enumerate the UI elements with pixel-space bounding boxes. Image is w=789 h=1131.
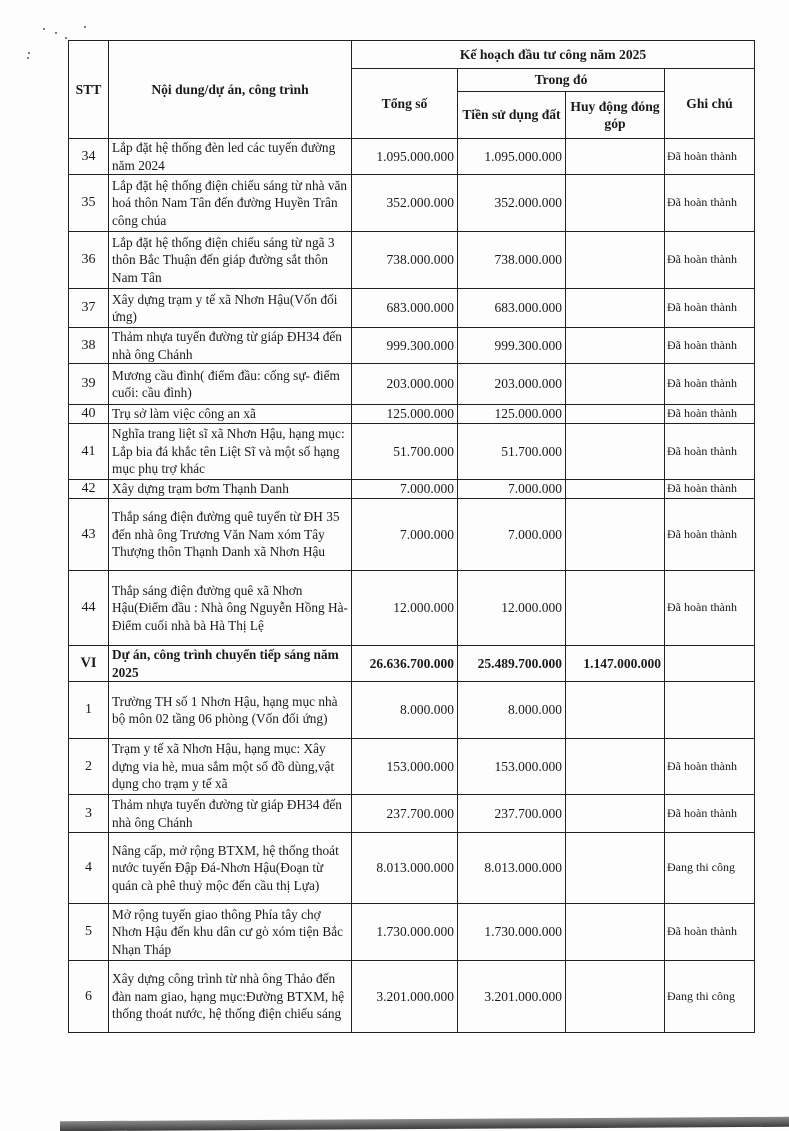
row-stt: 34 <box>69 139 109 175</box>
row-content: Xây dựng trạm bơm Thạnh Danh <box>109 480 352 499</box>
table-row <box>69 480 755 499</box>
table-row <box>69 232 755 289</box>
row-mobilized <box>566 328 665 364</box>
row-mobilized <box>566 424 665 480</box>
table-row <box>69 833 755 904</box>
header-note: Ghi chú <box>665 69 755 139</box>
scan-speck <box>28 52 30 54</box>
row-stt: 1 <box>69 682 109 739</box>
row-content: Lắp đặt hệ thống điện chiếu sáng từ ngã 3 thôn Bắc Thuận đến giáp đường sắt thôn Nam Tân <box>109 232 352 289</box>
row-stt: 5 <box>69 904 109 961</box>
scan-speck <box>43 28 45 30</box>
row-total: 999.300.000 <box>352 328 458 364</box>
row-note: Đã hoàn thành <box>665 364 755 405</box>
row-stt: 37 <box>69 289 109 328</box>
header-content: Nội dung/dự án, công trình <box>109 41 352 139</box>
row-note <box>665 682 755 739</box>
table-header <box>69 41 755 139</box>
row-land-use: 1.730.000.000 <box>458 904 566 961</box>
row-land-use: 999.300.000 <box>458 328 566 364</box>
row-land-use: 51.700.000 <box>458 424 566 480</box>
table-row <box>69 289 755 328</box>
row-stt: 43 <box>69 499 109 571</box>
row-note: Đã hoàn thành <box>665 480 755 499</box>
table-row <box>69 499 755 571</box>
row-mobilized <box>566 175 665 232</box>
section-row <box>69 646 755 682</box>
row-total: 12.000.000 <box>352 571 458 646</box>
row-note: Đang thi công <box>665 961 755 1033</box>
row-stt: 4 <box>69 833 109 904</box>
row-land-use: 7.000.000 <box>458 480 566 499</box>
row-total: 51.700.000 <box>352 424 458 480</box>
row-note: Đã hoàn thành <box>665 289 755 328</box>
row-land-use: 8.000.000 <box>458 682 566 739</box>
row-total: 3.201.000.000 <box>352 961 458 1033</box>
row-total: 352.000.000 <box>352 175 458 232</box>
row-total: 7.000.000 <box>352 480 458 499</box>
row-total: 1.095.000.000 <box>352 139 458 175</box>
row-content: Thắp sáng điện đường quê tuyến từ ĐH 35 đến nhà ông Trương Văn Nam xóm Tây Thượng thôn Thạnh Danh xã Nhơn Hậu <box>109 499 352 571</box>
table-body <box>69 139 755 1033</box>
row-total: 683.000.000 <box>352 289 458 328</box>
row-land-use: 8.013.000.000 <box>458 833 566 904</box>
row-note: Đã hoàn thành <box>665 405 755 424</box>
table-row <box>69 405 755 424</box>
row-total: 125.000.000 <box>352 405 458 424</box>
header-total: Tổng số <box>352 69 458 139</box>
row-mobilized: 1.147.000.000 <box>566 646 665 682</box>
table-row <box>69 961 755 1033</box>
scan-speck <box>55 32 57 34</box>
scan-speck <box>84 26 86 28</box>
row-land-use: 7.000.000 <box>458 499 566 571</box>
row-mobilized <box>566 405 665 424</box>
row-land-use: 125.000.000 <box>458 405 566 424</box>
row-mobilized <box>566 682 665 739</box>
row-mobilized <box>566 795 665 833</box>
row-note: Đã hoàn thành <box>665 175 755 232</box>
row-stt: 38 <box>69 328 109 364</box>
row-mobilized <box>566 571 665 646</box>
row-content: Xây dựng công trình từ nhà ông Thảo đến đàn nam giao, hạng mục:Đường BTXM, hệ thống thoát nước, hệ thống điện chiếu sáng <box>109 961 352 1033</box>
row-mobilized <box>566 232 665 289</box>
row-content: Trụ sở làm việc công an xã <box>109 405 352 424</box>
row-note: Đã hoàn thành <box>665 795 755 833</box>
investment-plan-table <box>68 40 755 1033</box>
row-content: Mở rộng tuyến giao thông Phía tây chợ Nhơn Hậu đến khu dân cư gò xóm tiện Bắc Nhạn Tháp <box>109 904 352 961</box>
row-stt: 44 <box>69 571 109 646</box>
table-row <box>69 364 755 405</box>
row-land-use: 25.489.700.000 <box>458 646 566 682</box>
table-row <box>69 904 755 961</box>
header-of-which: Trong đó <box>458 69 665 92</box>
row-content: Mương cầu đình( điểm đầu: cống sự- điểm cuối: cầu đình) <box>109 364 352 405</box>
row-note: Đã hoàn thành <box>665 328 755 364</box>
row-total: 26.636.700.000 <box>352 646 458 682</box>
header-plan-title: Kế hoạch đầu tư công năm 2025 <box>352 41 755 69</box>
table-row <box>69 795 755 833</box>
row-content: Dự án, công trình chuyển tiếp sáng năm 2025 <box>109 646 352 682</box>
row-mobilized <box>566 961 665 1033</box>
row-stt: 41 <box>69 424 109 480</box>
row-mobilized <box>566 139 665 175</box>
header-mobilized: Huy động đóng góp <box>566 92 665 139</box>
row-total: 153.000.000 <box>352 739 458 795</box>
row-land-use: 352.000.000 <box>458 175 566 232</box>
row-stt: 40 <box>69 405 109 424</box>
row-mobilized <box>566 904 665 961</box>
row-note: Đã hoàn thành <box>665 571 755 646</box>
row-land-use: 683.000.000 <box>458 289 566 328</box>
table-row <box>69 139 755 175</box>
row-stt: 6 <box>69 961 109 1033</box>
row-total: 7.000.000 <box>352 499 458 571</box>
row-content: Thảm nhựa tuyến đường từ giáp ĐH34 đến nhà ông Chánh <box>109 795 352 833</box>
table-row <box>69 328 755 364</box>
row-note: Đã hoàn thành <box>665 232 755 289</box>
row-total: 203.000.000 <box>352 364 458 405</box>
row-stt: 2 <box>69 739 109 795</box>
row-note: Đã hoàn thành <box>665 499 755 571</box>
row-land-use: 1.095.000.000 <box>458 139 566 175</box>
row-mobilized <box>566 480 665 499</box>
row-content: Thảm nhựa tuyến đường từ giáp ĐH34 đến nhà ông Chánh <box>109 328 352 364</box>
row-content: Nghĩa trang liệt sĩ xã Nhơn Hậu, hạng mục: Lắp bia đá khắc tên Liệt Sĩ và một số hạng mục phụ trợ khác <box>109 424 352 480</box>
row-stt: VI <box>69 646 109 682</box>
table-row <box>69 175 755 232</box>
table-row <box>69 682 755 739</box>
row-total: 738.000.000 <box>352 232 458 289</box>
row-content: Thắp sáng điện đường quê xã Nhơn Hậu(Điểm đầu : Nhà ông Nguyễn Hồng Hà-Điểm cuối nhà bà Hà Thị Lệ <box>109 571 352 646</box>
row-mobilized <box>566 739 665 795</box>
row-land-use: 203.000.000 <box>458 364 566 405</box>
row-content: Nâng cấp, mở rộng BTXM, hệ thống thoát nước tuyến Đập Đá-Nhơn Hậu(Đoạn từ quán cà phê thuỷ mộc đến cầu thị Lựa) <box>109 833 352 904</box>
row-stt: 39 <box>69 364 109 405</box>
row-land-use: 738.000.000 <box>458 232 566 289</box>
row-content: Trạm y tế xã Nhơn Hậu, hạng mục: Xây dựng via hè, mua sắm một số đồ dùng,vật dụng cho trạm y tế xã <box>109 739 352 795</box>
row-stt: 36 <box>69 232 109 289</box>
row-total: 1.730.000.000 <box>352 904 458 961</box>
row-note <box>665 646 755 682</box>
row-mobilized <box>566 499 665 571</box>
row-total: 237.700.000 <box>352 795 458 833</box>
scan-speck <box>27 57 29 59</box>
table-row <box>69 424 755 480</box>
row-note: Đã hoàn thành <box>665 139 755 175</box>
row-note: Đã hoàn thành <box>665 424 755 480</box>
row-land-use: 153.000.000 <box>458 739 566 795</box>
row-land-use: 3.201.000.000 <box>458 961 566 1033</box>
row-stt: 35 <box>69 175 109 232</box>
row-mobilized <box>566 833 665 904</box>
row-note: Đang thi công <box>665 833 755 904</box>
row-land-use: 12.000.000 <box>458 571 566 646</box>
row-mobilized <box>566 289 665 328</box>
row-mobilized <box>566 364 665 405</box>
row-content: Lắp đặt hệ thống điện chiếu sáng từ nhà văn hoá thôn Nam Tân đến đường Huyền Trân công chúa <box>109 175 352 232</box>
row-total: 8.013.000.000 <box>352 833 458 904</box>
row-content: Trường TH số 1 Nhơn Hậu, hạng mục nhà bộ môn 02 tầng 06 phòng (Vốn đối ứng) <box>109 682 352 739</box>
header-stt: STT <box>69 41 109 139</box>
row-content: Lắp đặt hệ thống đèn led các tuyến đường năm 2024 <box>109 139 352 175</box>
row-stt: 42 <box>69 480 109 499</box>
table-row <box>69 739 755 795</box>
row-note: Đã hoàn thành <box>665 739 755 795</box>
table-row <box>69 571 755 646</box>
row-land-use: 237.700.000 <box>458 795 566 833</box>
scan-speck <box>65 37 67 39</box>
row-total: 8.000.000 <box>352 682 458 739</box>
row-stt: 3 <box>69 795 109 833</box>
header-land-use: Tiền sử dụng đất <box>458 92 566 139</box>
row-note: Đã hoàn thành <box>665 904 755 961</box>
row-content: Xây dựng trạm y tế xã Nhơn Hậu(Vốn đối ứng) <box>109 289 352 328</box>
